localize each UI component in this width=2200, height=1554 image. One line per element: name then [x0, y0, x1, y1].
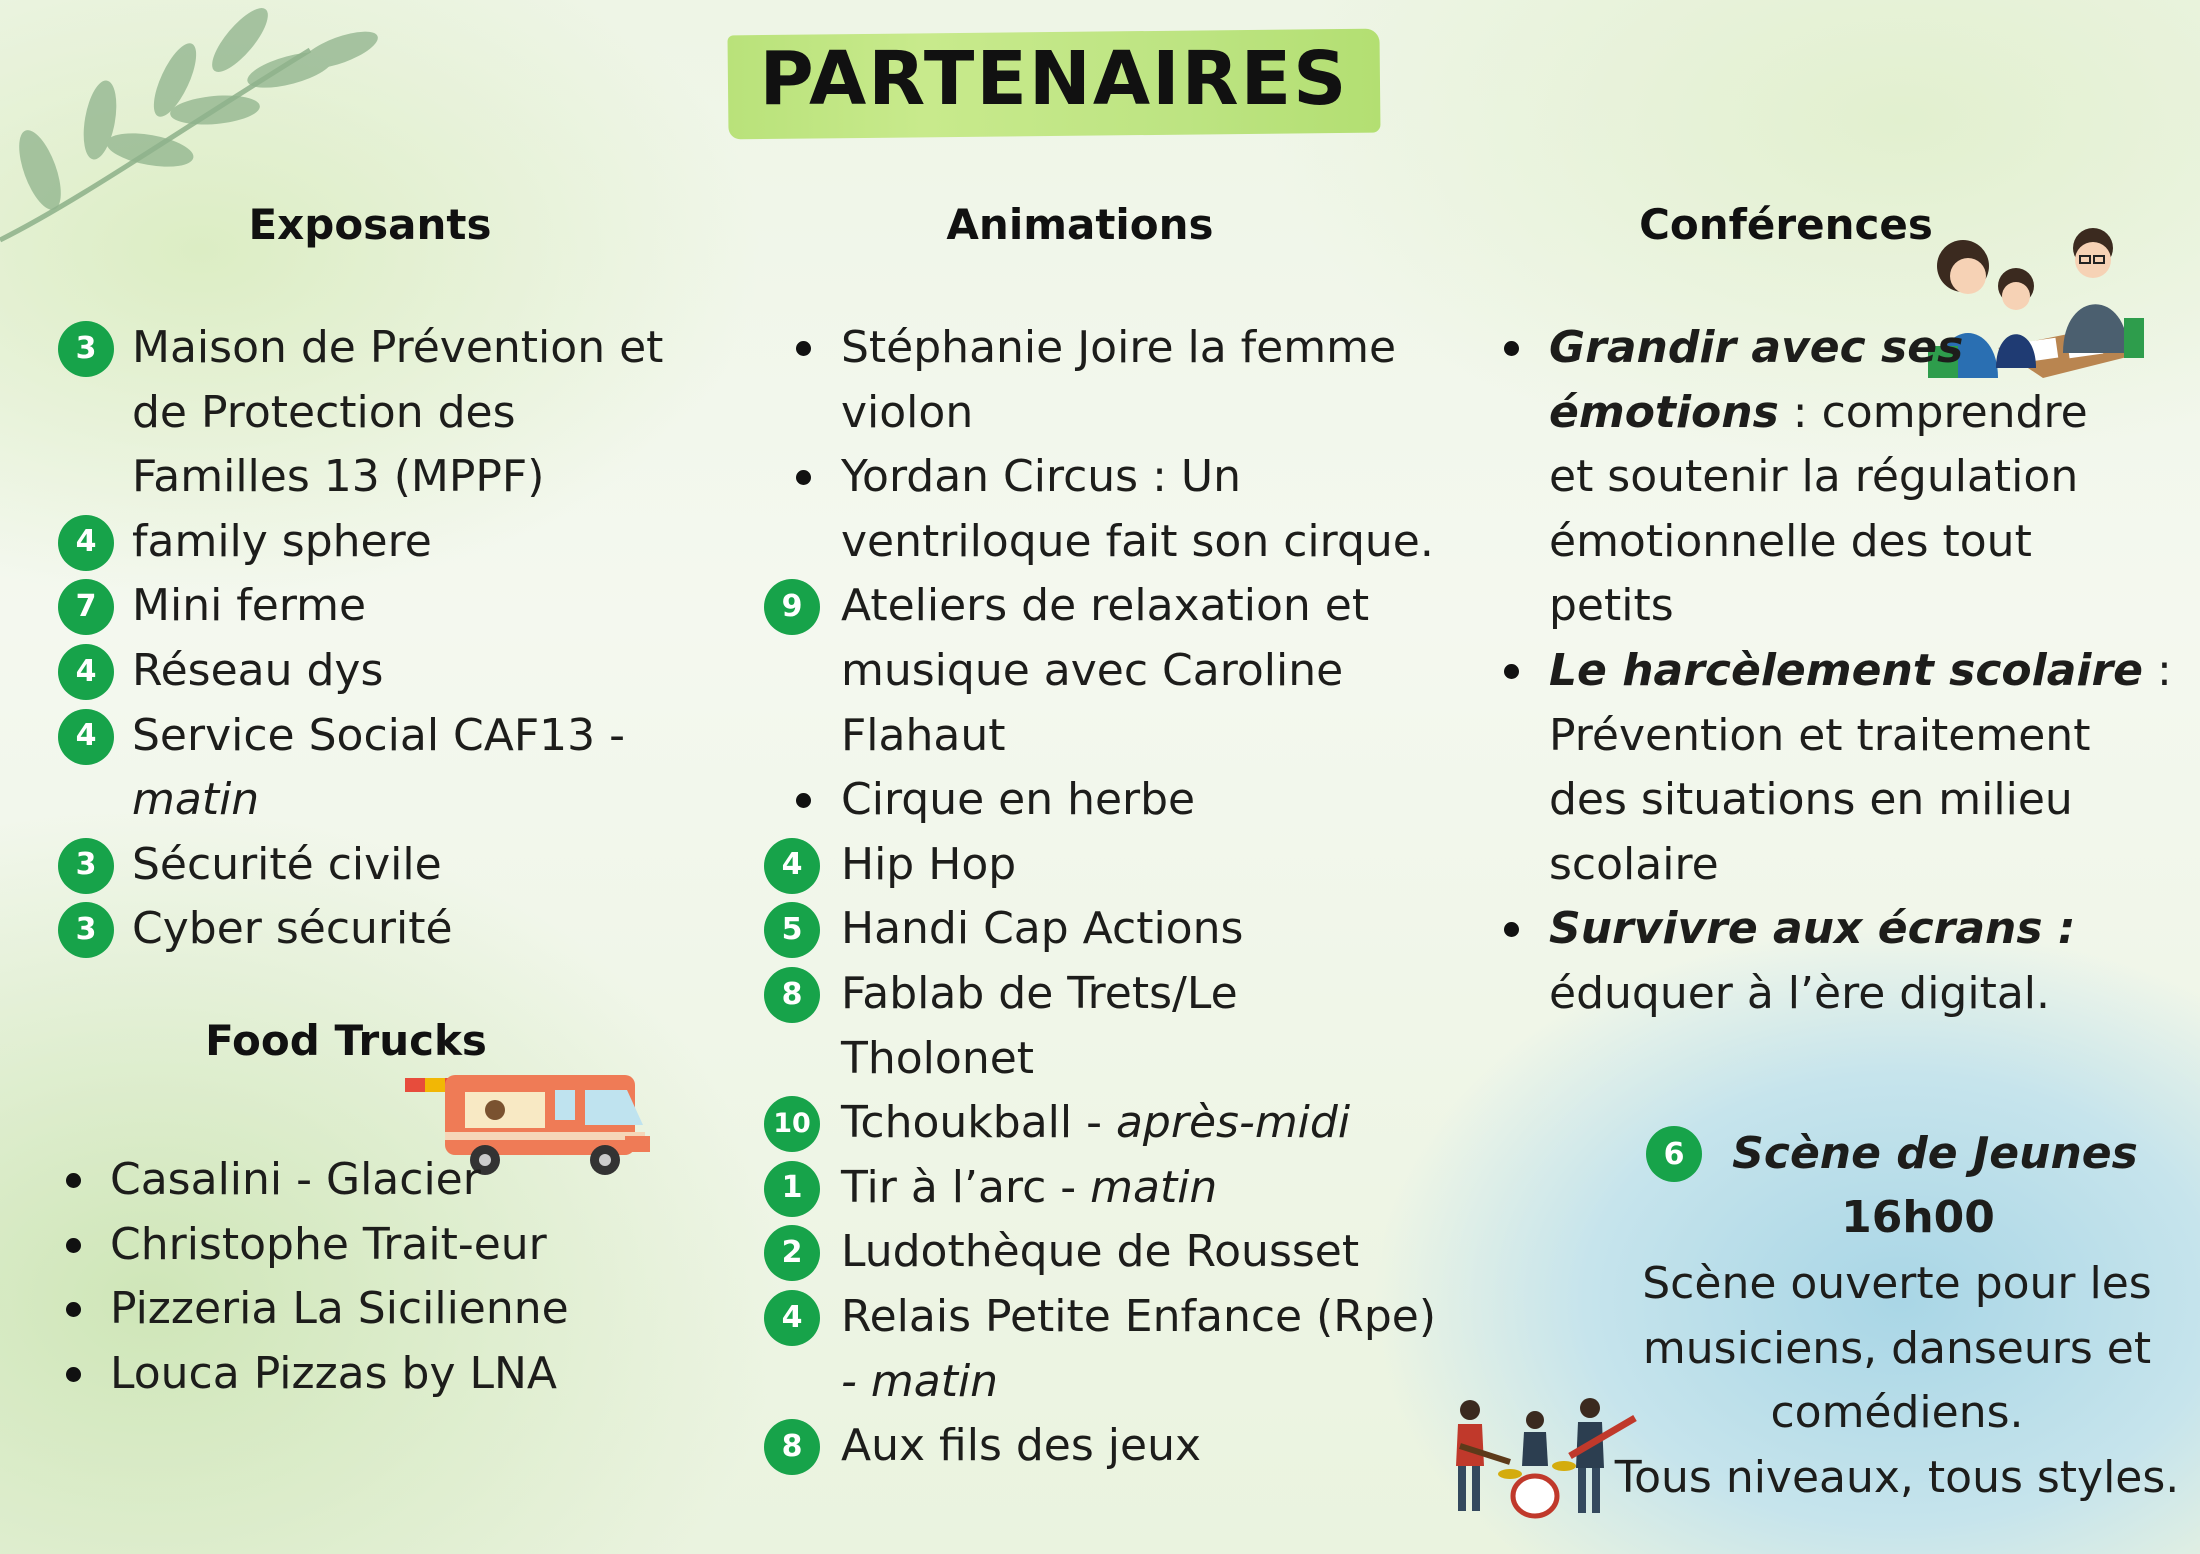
list-item: [762, 897, 1462, 962]
item-line: Tchoukball -: [841, 1097, 1116, 1149]
item-line: Mini ferme: [132, 580, 367, 632]
item-line: Prévention et traitement: [1549, 709, 2091, 761]
item-line: émotionnelle des tout: [1549, 515, 2032, 567]
list-item: [1496, 897, 2196, 1026]
scene-description: [1600, 1252, 2194, 1510]
number-badge: 4: [764, 838, 820, 894]
list-item: [1496, 639, 2196, 897]
band-musicians-illustration: [1440, 1396, 1640, 1526]
bullet-icon: [66, 1173, 81, 1188]
list-item: [56, 639, 696, 704]
number-badge: 6: [1646, 1126, 1702, 1182]
item-line: Handi Cap Actions: [841, 903, 1244, 955]
list-item: [762, 1091, 1462, 1156]
scene-time: 16h00: [1841, 1192, 1995, 1243]
conference-title: émotions: [1549, 386, 1779, 438]
list-item: [762, 445, 1462, 574]
list-item: [762, 962, 1462, 1091]
number-badge: 5: [764, 902, 820, 958]
scene-block: [1620, 1122, 2200, 1251]
item-line: ventriloque fait son cirque.: [841, 515, 1434, 567]
list-item: [762, 768, 1462, 833]
bullet-icon: [796, 470, 811, 485]
item-line: scolaire: [1549, 838, 1719, 890]
bullet-icon: [66, 1302, 81, 1317]
item-line: petits: [1549, 580, 1674, 632]
bullet-icon: [1504, 922, 1519, 937]
list-item: [56, 510, 696, 575]
number-badge: 1: [764, 1161, 820, 1217]
item-line: Stéphanie Joire la femme: [841, 322, 1397, 373]
item-line: : comprendre: [1778, 386, 2088, 438]
item-note: matin: [1090, 1161, 1218, 1213]
item-line: Service Social CAF13 -: [132, 709, 626, 761]
number-badge: 7: [58, 579, 114, 635]
scene-line: musiciens, danseurs et: [1642, 1322, 2152, 1374]
item-line: Christophe Trait-eur: [110, 1218, 547, 1270]
item-line: Familles 13 (MPPF): [132, 451, 545, 503]
item-line: Casalini - Glacier: [110, 1154, 481, 1205]
item-line: Cirque en herbe: [841, 774, 1196, 826]
item-line: Tholonet: [841, 1032, 1035, 1084]
number-badge: 8: [764, 967, 820, 1023]
list-item: [762, 833, 1462, 898]
item-line: Yordan Circus : Un: [841, 451, 1241, 503]
list-item: [762, 1156, 1462, 1221]
list-item: [60, 1277, 700, 1342]
food-trucks-list: [60, 1148, 700, 1406]
number-badge: 4: [58, 515, 114, 571]
conferences-list: [1496, 316, 2196, 1027]
bullet-icon: [796, 793, 811, 808]
number-badge: 10: [764, 1096, 820, 1152]
number-badge: 9: [764, 579, 820, 635]
conference-title: Grandir avec ses: [1549, 322, 1964, 373]
heading-animations: Animations: [946, 200, 1214, 249]
list-item: [762, 1414, 1462, 1479]
item-line: Aux fils des jeux: [841, 1420, 1201, 1472]
list-item: [56, 833, 696, 898]
item-line: Relais Petite Enfance (Rpe): [841, 1290, 1436, 1342]
heading-exposants: Exposants: [248, 200, 492, 249]
number-badge: 2: [764, 1225, 820, 1281]
list-item: [56, 704, 696, 833]
scene-title: Scène de Jeunes: [1732, 1128, 2138, 1179]
animations-list: [762, 316, 1462, 1479]
number-badge: 4: [58, 644, 114, 700]
item-line: des situations en milieu: [1549, 774, 2073, 826]
list-item: [1496, 316, 2196, 639]
heading-conferences: Conférences: [1639, 200, 1933, 249]
list-item: [762, 1220, 1462, 1285]
item-line: Cyber sécurité: [132, 903, 453, 955]
list-item: [762, 574, 1462, 768]
item-line: Louca Pizzas by LNA: [110, 1347, 558, 1399]
item-line: Pizzeria La Sicilienne: [110, 1283, 569, 1335]
bullet-icon: [1504, 664, 1519, 679]
item-line: Sécurité civile: [132, 838, 442, 890]
list-item: [56, 897, 696, 962]
number-badge: 3: [58, 838, 114, 894]
conference-title: Le harcèlement scolaire: [1549, 644, 2144, 696]
number-badge: 3: [58, 902, 114, 958]
item-line: Hip Hop: [841, 838, 1017, 890]
scene-line: comédiens.: [1770, 1387, 2024, 1439]
item-line: Fablab de Trets/Le: [841, 967, 1238, 1019]
item-line: Ateliers de relaxation et: [841, 580, 1370, 632]
number-badge: 4: [764, 1290, 820, 1346]
bullet-icon: [66, 1367, 81, 1382]
item-line: Tir à l’arc -: [841, 1161, 1091, 1213]
list-item: [60, 1148, 700, 1213]
item-line: Flahaut: [841, 709, 1006, 761]
list-item: [762, 316, 1462, 445]
bullet-icon: [66, 1238, 81, 1253]
scene-line: Scène ouverte pour les: [1642, 1258, 2152, 1309]
item-line: et soutenir la régulation: [1549, 451, 2079, 503]
number-badge: 4: [58, 709, 114, 765]
item-line: Ludothèque de Rousset: [841, 1226, 1360, 1278]
item-line: violon: [841, 386, 974, 438]
bullet-icon: [796, 341, 811, 356]
page-title: PARTENAIRES: [759, 36, 1349, 122]
item-line: Maison de Prévention et: [132, 322, 664, 373]
scene-title-row: [1620, 1122, 2200, 1186]
item-line: Réseau dys: [132, 644, 384, 696]
list-item: [56, 316, 696, 510]
exposants-list: [56, 316, 696, 962]
list-item: [60, 1342, 700, 1407]
list-item: [60, 1213, 700, 1278]
list-item: [56, 574, 696, 639]
list-item: [762, 1285, 1462, 1414]
item-line: family sphere: [132, 515, 432, 567]
item-line: de Protection des: [132, 386, 516, 438]
bullet-icon: [1504, 341, 1519, 356]
item-line: matin: [132, 774, 260, 826]
item-line: musique avec Caroline: [841, 644, 1344, 696]
heading-food-trucks: Food Trucks: [205, 1016, 487, 1065]
item-note: - matin: [841, 1355, 999, 1407]
item-line: :: [2143, 644, 2172, 696]
conference-title: Survivre aux écrans :: [1549, 903, 2076, 955]
item-note: après-midi: [1115, 1097, 1351, 1149]
scene-line: Tous niveaux, tous styles.: [1614, 1451, 2180, 1503]
item-line: éduquer à l’ère digital.: [1549, 967, 2050, 1019]
number-badge: 3: [58, 321, 114, 377]
number-badge: 8: [764, 1419, 820, 1475]
